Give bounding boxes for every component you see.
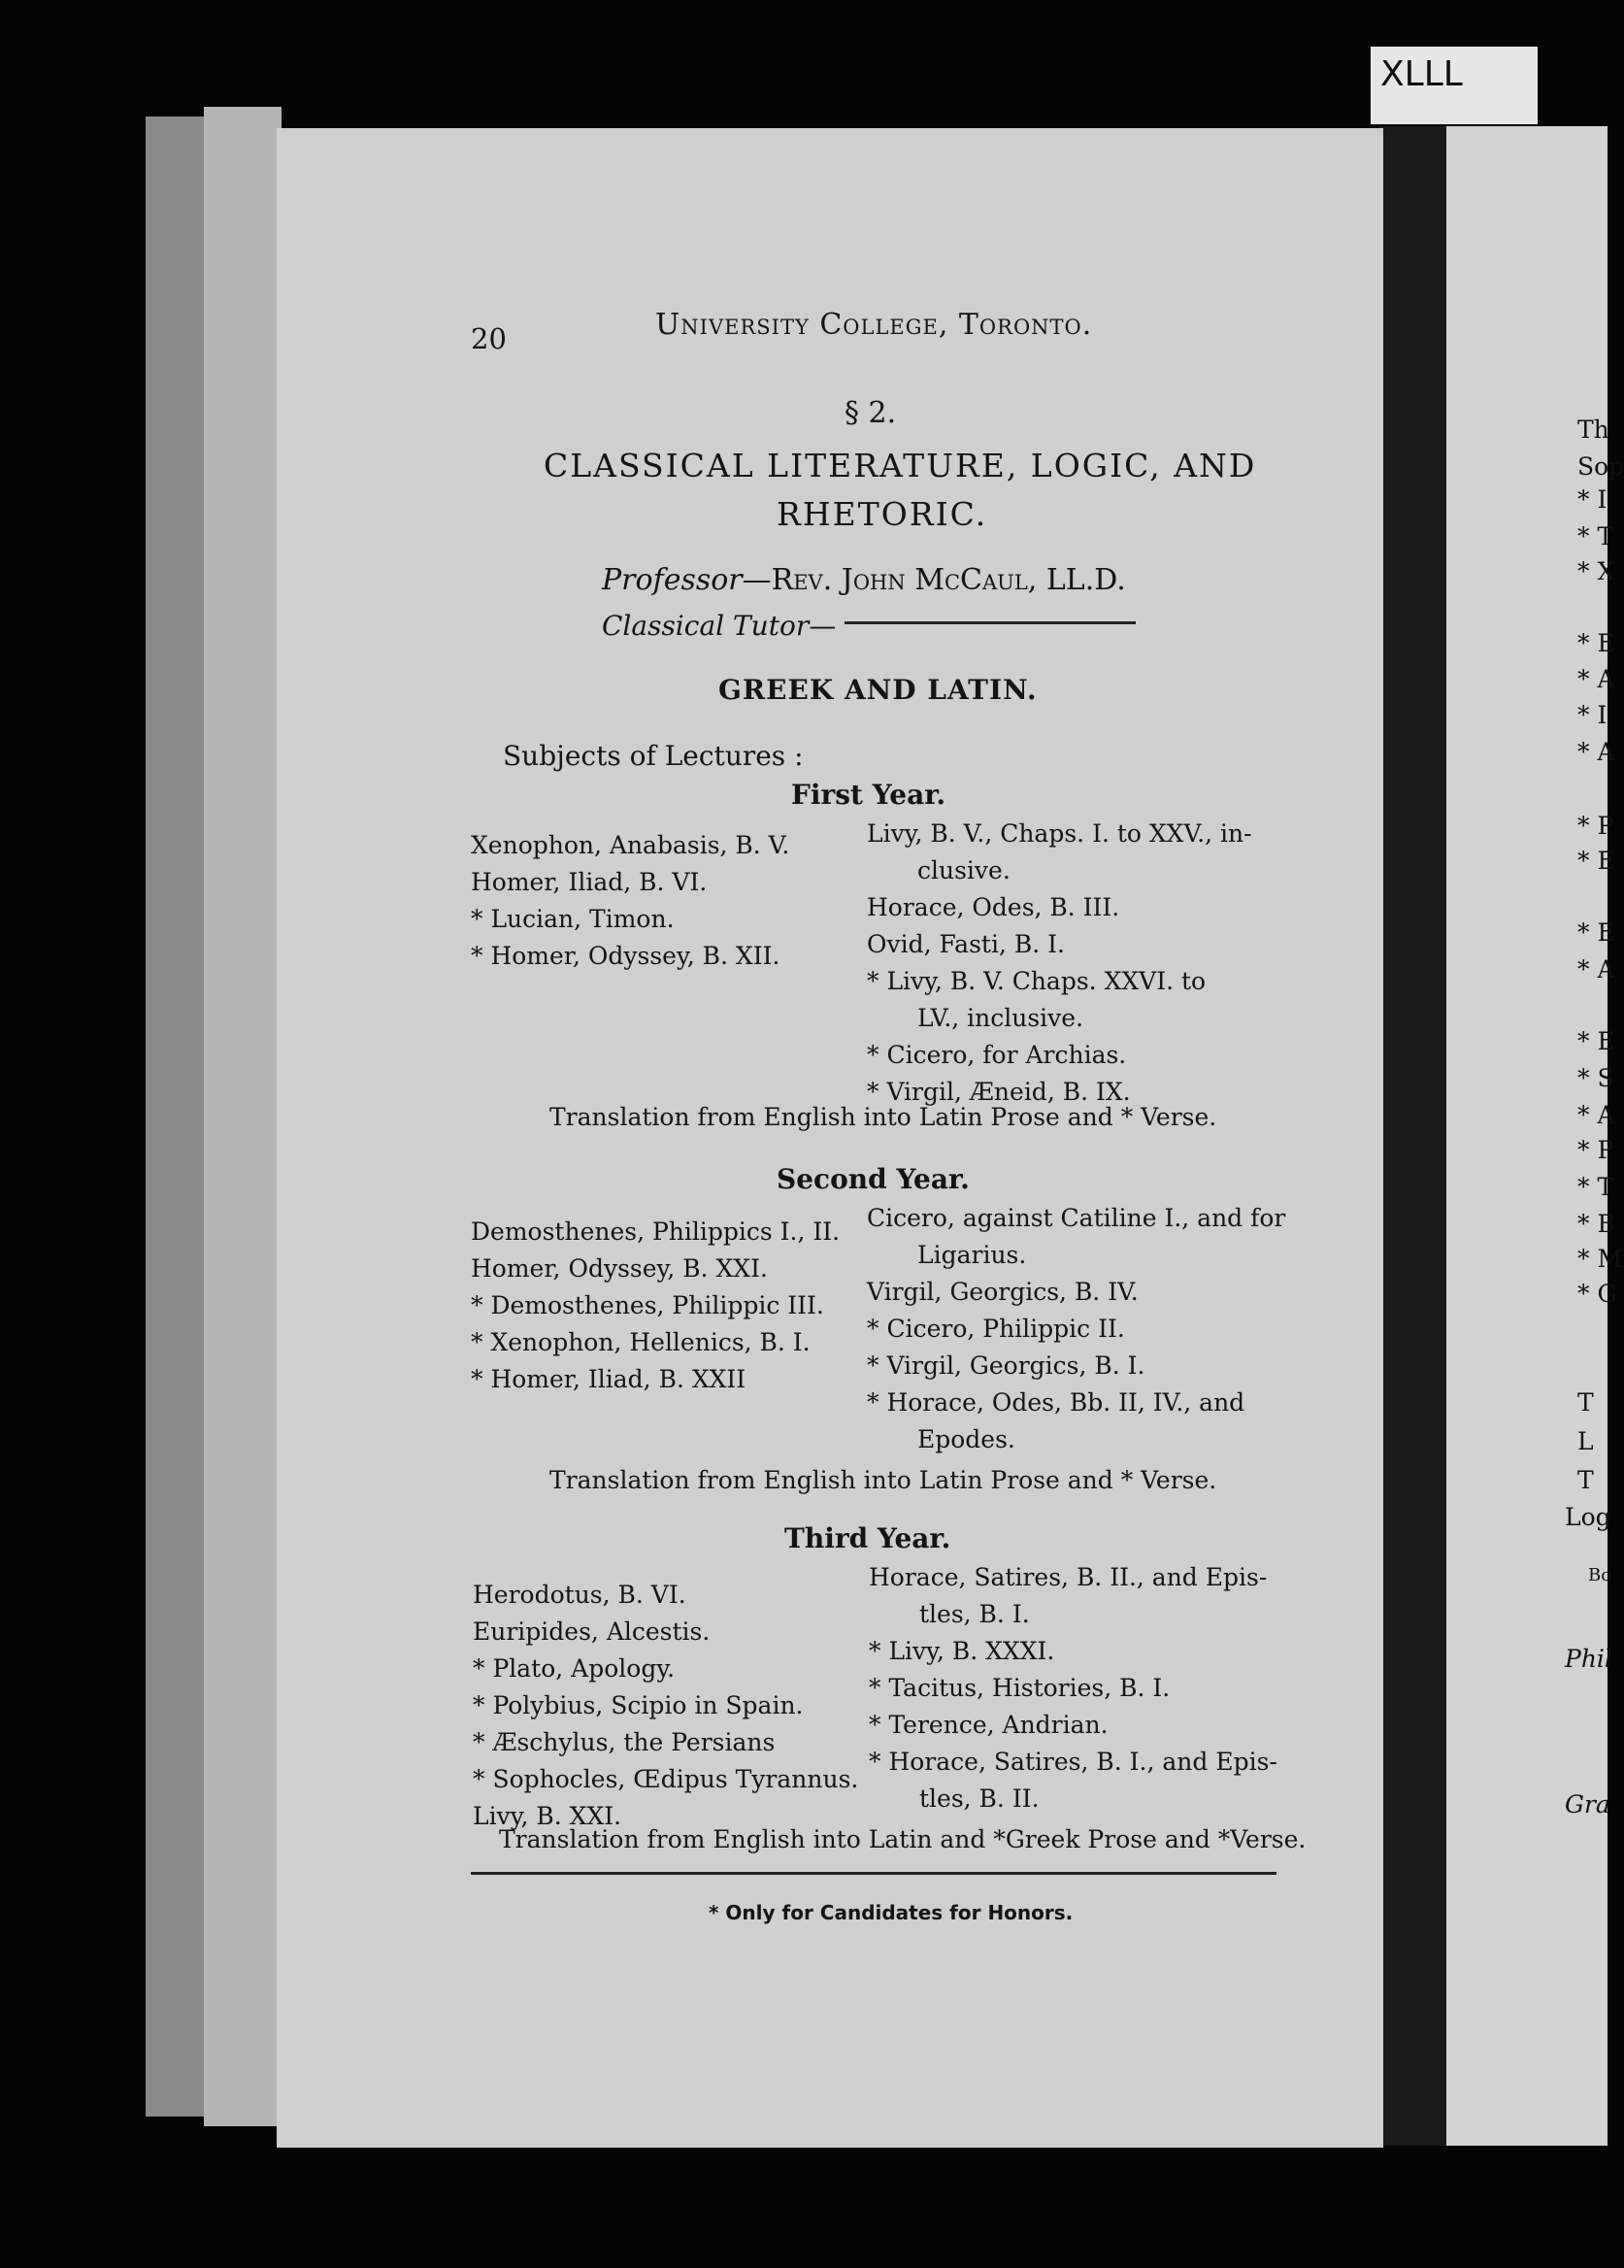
section-mark: § 2.	[845, 396, 897, 430]
course-item: Xenophon, Anabasis, B. V.	[471, 831, 790, 859]
facing-page-fragment: Phil	[1565, 1645, 1612, 1673]
facing-page-fragment: * I	[1577, 485, 1607, 514]
course-item: Demosthenes, Philippics I., II.	[471, 1217, 841, 1246]
course-item: Epodes.	[917, 1425, 1015, 1453]
facing-page-fragment: * X	[1577, 557, 1615, 585]
course-item: Homer, Iliad, B. VI.	[471, 868, 708, 896]
year-heading: Third Year.	[784, 1522, 951, 1554]
course-item: * Tacitus, Histories, B. I.	[869, 1674, 1171, 1702]
course-item: Livy, B. V., Chaps. I. to XXV., in-	[867, 819, 1252, 848]
course-item: * Homer, Iliad, B. XXII	[471, 1365, 746, 1393]
course-item: clusive.	[917, 856, 1011, 884]
facing-page-fragment: * P	[1577, 812, 1614, 840]
course-item: LV., inclusive.	[917, 1004, 1084, 1032]
facing-page-fragment: Gra	[1565, 1790, 1610, 1818]
facing-page-fragment: * S	[1577, 1064, 1614, 1092]
course-item: * Xenophon, Hellenics, B. I.	[471, 1328, 811, 1356]
year-left-column	[471, 827, 789, 975]
course-item: tles, B. I.	[919, 1600, 1030, 1628]
section-title-line2: RHETORIC.	[777, 495, 988, 533]
year-left-column	[473, 1577, 858, 1835]
year-heading: First Year.	[791, 779, 946, 811]
course-item: * Virgil, Æneid, B. IX.	[867, 1078, 1131, 1106]
course-item: * Horace, Satires, B. I., and Epis-	[869, 1748, 1277, 1776]
facing-page-fragment: Log	[1565, 1503, 1611, 1531]
facing-page-fragment: * E	[1577, 1027, 1615, 1055]
facing-page-fragment: * G	[1577, 1280, 1617, 1308]
course-item: * Virgil, Georgics, B. I.	[867, 1351, 1145, 1380]
course-item: * Homer, Odyssey, B. XII.	[471, 942, 780, 970]
running-header: University College, Toronto.	[655, 308, 1093, 342]
course-item: Horace, Satires, B. II., and Epis-	[869, 1563, 1268, 1591]
professor-name: Rev. John McCaul, LL.D.	[771, 563, 1126, 597]
year-right-column	[867, 816, 1252, 1111]
course-item: Euripides, Alcestis.	[473, 1618, 711, 1646]
course-item: * Demosthenes, Philippic III.	[471, 1291, 824, 1319]
subheading: GREEK AND LATIN.	[718, 674, 1038, 706]
footnote: * Only for Candidates for Honors.	[709, 1901, 1074, 1924]
course-item: * Polybius, Scipio in Spain.	[473, 1691, 804, 1719]
facing-page-fragment: Bo	[1588, 1565, 1612, 1585]
facing-page-fragment: * A	[1577, 955, 1615, 984]
facing-page-fragment: * E	[1577, 629, 1615, 657]
course-item: Homer, Odyssey, B. XXI.	[471, 1254, 768, 1283]
facing-page-fragment: * T	[1577, 1173, 1614, 1201]
facing-page-fragment: Th	[1577, 416, 1609, 444]
course-item: Herodotus, B. VI.	[473, 1581, 686, 1609]
course-item: * Terence, Andrian.	[869, 1711, 1109, 1739]
subjects-label: Subjects of Lectures :	[503, 740, 804, 772]
professor-line	[602, 563, 1126, 597]
professor-label: Professor—	[602, 563, 772, 597]
facing-page-fragment: L	[1577, 1427, 1594, 1455]
facing-page-fragment: T	[1577, 1466, 1594, 1494]
course-item: Ovid, Fasti, B. I.	[867, 930, 1065, 958]
facing-page-fragment: * I	[1577, 701, 1607, 729]
course-item: * Æschylus, the Persians	[473, 1728, 776, 1756]
course-item: * Cicero, Philippic II.	[867, 1315, 1125, 1343]
facing-page-fragment: Sop	[1577, 452, 1624, 481]
footnote-rule	[471, 1872, 1276, 1875]
course-item: * Livy, B. XXXI.	[869, 1637, 1055, 1665]
tutor-blank-line	[845, 621, 1136, 624]
course-item: * Cicero, for Archias.	[867, 1041, 1127, 1069]
translation-note: Translation from English into Latin and *Greek Prose and *Verse.	[499, 1825, 1307, 1853]
course-item: * Horace, Odes, Bb. II, IV., and	[867, 1388, 1245, 1417]
course-item: * Lucian, Timon.	[471, 905, 675, 933]
facing-page-fragment: * P	[1577, 1136, 1614, 1164]
facing-page-fragment: * T	[1577, 522, 1614, 550]
course-item: Ligarius.	[917, 1241, 1027, 1269]
course-item: Virgil, Georgics, B. IV.	[867, 1278, 1139, 1306]
course-item: Cicero, against Catiline I., and for	[867, 1204, 1286, 1232]
year-heading: Second Year.	[777, 1163, 970, 1195]
course-item: Horace, Odes, B. III.	[867, 893, 1120, 921]
facing-page-fragment: * B	[1577, 1210, 1615, 1238]
course-item: * Sophocles, Œdipus Tyrannus.	[473, 1765, 859, 1793]
facing-page-fragment: * E	[1577, 918, 1615, 947]
course-item: * Plato, Apology.	[473, 1654, 676, 1683]
catalog-tab: XLLL	[1371, 47, 1538, 124]
year-right-column	[869, 1559, 1277, 1818]
translation-note: Translation from English into Latin Prose and * Verse.	[549, 1103, 1217, 1131]
facing-page-fragment: * A	[1577, 665, 1615, 693]
facing-page-fragment: T	[1577, 1388, 1594, 1417]
tutor-label: Classical Tutor—	[602, 610, 837, 642]
facing-page-fragment: * A	[1577, 738, 1615, 766]
year-left-column	[471, 1214, 840, 1398]
translation-note: Translation from English into Latin Prose and * Verse.	[549, 1466, 1217, 1494]
year-right-column	[867, 1200, 1285, 1458]
facing-page-fragment: * E	[1577, 847, 1615, 875]
course-item: * Livy, B. V. Chaps. XXVI. to	[867, 967, 1207, 995]
page-number: 20	[471, 322, 507, 355]
course-item: tles, B. II.	[919, 1784, 1040, 1813]
section-title-line1: CLASSICAL LITERATURE, LOGIC, AND	[544, 447, 1257, 484]
course-item: Livy, B. XXI.	[473, 1802, 622, 1830]
facing-page-fragment: * M	[1577, 1245, 1623, 1273]
facing-page-fragment: * A	[1577, 1101, 1615, 1129]
